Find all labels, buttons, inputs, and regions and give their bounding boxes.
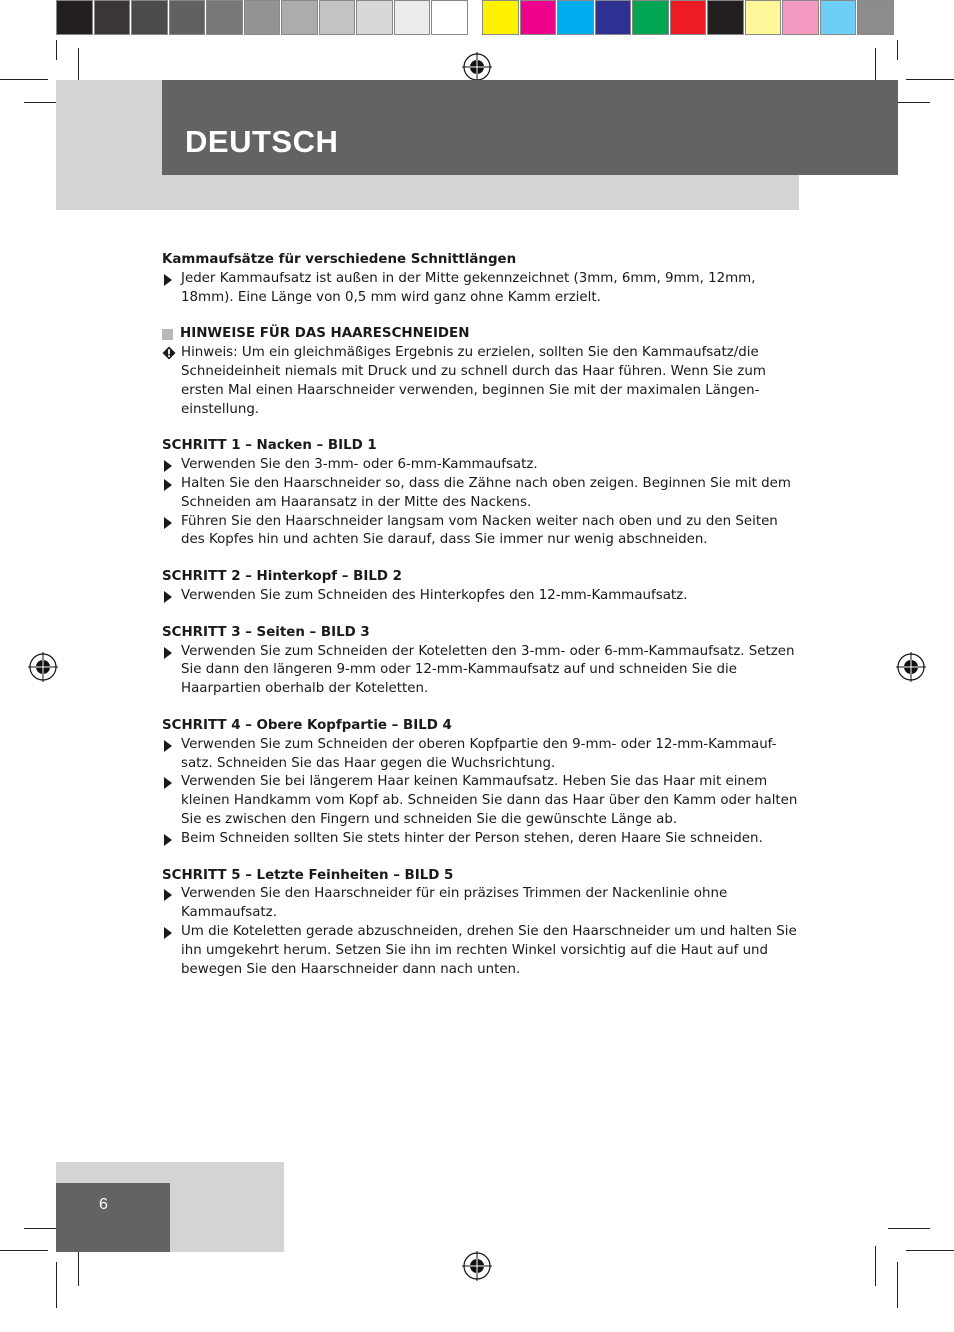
section-step-4 [162, 717, 802, 849]
color-swatch [394, 0, 431, 35]
section-title: Kammaufsätze für verschiedene Schnittlängen [162, 252, 517, 267]
color-swatch [206, 0, 243, 35]
warning-icon [162, 346, 176, 360]
color-swatch [820, 0, 857, 35]
bullet-arrow-icon [164, 927, 172, 939]
color-swatch [281, 0, 318, 35]
bullet-list [162, 885, 802, 979]
color-swatch [431, 0, 468, 35]
color-swatch [670, 0, 707, 35]
color-swatch [482, 0, 519, 35]
list-item: Verwenden Sie den 3-mm- oder 6-mm-Kammaufsatz. [162, 456, 802, 475]
list-item: Verwenden Sie zum Schneiden des Hinterkopfes den 12-mm-Kammaufsatz. [162, 587, 802, 606]
color-swatch [557, 0, 594, 35]
note-list [162, 344, 802, 419]
list-item: Führen Sie den Haarschneider langsam vom Nacken weiter nach oben und zu den Seiten des Kopfes hin und achten Sie darauf, dass Sie immer nur wenig abschneiden. [162, 513, 802, 551]
bullet-arrow-icon [164, 479, 172, 491]
bullet-arrow-icon [164, 889, 172, 901]
section-comb-attachments [162, 251, 802, 307]
process-color-bar [482, 0, 895, 40]
section-title: HINWEISE FÜR DAS HAARESCHNEIDEN [162, 325, 802, 344]
color-swatch [244, 0, 281, 35]
color-swatch [632, 0, 669, 35]
list-item: Verwenden Sie den Haarschneider für ein präzises Trimmen der Nackenlinie ohne Kammaufsatz. [162, 885, 802, 923]
registration-mark-icon [462, 1251, 492, 1281]
list-item: Halten Sie den Haarschneider so, dass die Zähne nach oben zeigen. Beginnen Sie mit dem Schneiden am Haaransatz in der Mitte des Nackens. [162, 475, 802, 513]
section-title: SCHRITT 3 – Seiten – BILD 3 [162, 624, 370, 640]
color-swatch [857, 0, 894, 35]
grayscale-color-bar [56, 0, 469, 40]
page-title: DEUTSCH [185, 124, 339, 159]
color-swatch [782, 0, 819, 35]
bullet-list [162, 643, 802, 699]
color-swatch [745, 0, 782, 35]
section-step-5 [162, 867, 802, 980]
list-item: Jeder Kammaufsatz ist außen in der Mitte gekennzeichnet (3mm, 6mm, 9mm, 12mm, 18mm). Eine Länge von 0,5 mm wird ganz ohne Kamm erzielt. [162, 270, 802, 308]
document-body [162, 251, 802, 997]
color-swatch [56, 0, 93, 35]
bullet-arrow-icon [164, 274, 172, 286]
color-swatch [707, 0, 744, 35]
bullet-arrow-icon [164, 460, 172, 472]
color-swatch [356, 0, 393, 35]
color-swatch [131, 0, 168, 35]
section-title: SCHRITT 5 – Letzte Feinheiten – BILD 5 [162, 867, 454, 883]
list-item: Beim Schneiden sollten Sie stets hinter der Person stehen, deren Haare Sie schneiden. [162, 830, 802, 849]
bullet-arrow-icon [164, 647, 172, 659]
page-number: 6 [99, 1196, 108, 1213]
list-item: Verwenden Sie zum Schneiden der Koteletten den 3-mm- oder 6-mm-Kammaufsatz. Setzen Sie dann den längeren 9-mm oder 12-mm-Kammaufsatz auf und schneiden Sie die Haarpartien oberhalb der Koteletten. [162, 643, 802, 699]
list-item: Um die Koteletten gerade abzuschneiden, drehen Sie den Haarschneider um und halten Sie ihn umgekehrt herum. Setzen Sie ihn im rechten Winkel vorsichtig auf die Haut auf und bewegen Sie den Haarschneider dann nach unten. [162, 923, 802, 979]
list-item: Verwenden Sie zum Schneiden der oberen Kopfpartie den 9-mm- oder 12-mm-Kammauf-satz. Schneiden Sie das Haar gegen die Wuchsrichtung. [162, 736, 802, 774]
color-swatch [595, 0, 632, 35]
footer-page-box [56, 1183, 170, 1252]
bullet-list [162, 736, 802, 849]
section-hair-cutting-notes [162, 325, 802, 419]
color-swatch [319, 0, 356, 35]
bullet-list [162, 270, 802, 308]
bullet-arrow-icon [164, 740, 172, 752]
bullet-list [162, 587, 802, 606]
section-title: SCHRITT 1 – Nacken – BILD 1 [162, 438, 377, 454]
registration-mark-icon [896, 652, 926, 682]
section-square-icon [162, 329, 173, 340]
section-step-2 [162, 568, 802, 606]
section-title: SCHRITT 4 – Obere Kopfpartie – BILD 4 [162, 717, 452, 733]
registration-mark-icon [462, 52, 492, 82]
registration-mark-icon [28, 652, 58, 682]
section-step-1 [162, 437, 802, 550]
bullet-arrow-icon [164, 834, 172, 846]
bullet-arrow-icon [164, 777, 172, 789]
bullet-arrow-icon [164, 591, 172, 603]
list-item: Verwenden Sie bei längerem Haar keinen Kammaufsatz. Heben Sie das Haar mit einem kleinen Handkamm vom Kopf ab. Schneiden Sie dann das Haar über den Kamm oder halten Sie es zwischen den Fingern und schneiden Sie die gewünschte Länge ab. [162, 773, 802, 829]
color-swatch [520, 0, 557, 35]
color-swatch [94, 0, 131, 35]
section-step-3 [162, 624, 802, 699]
color-swatch [169, 0, 206, 35]
section-title: SCHRITT 2 – Hinterkopf – BILD 2 [162, 569, 402, 585]
bullet-list [162, 456, 802, 550]
list-item: Hinweis: Um ein gleichmäßiges Ergebnis zu erzielen, sollten Sie den Kammaufsatz/die Schneideinheit niemals mit Druck und zu schnell durch das Haar führen. Wenn Sie zum ersten Mal einen Haarschneider verwenden, beginnen Sie mit der maximalen Längen-einstellung. [162, 344, 802, 419]
bullet-arrow-icon [164, 517, 172, 529]
